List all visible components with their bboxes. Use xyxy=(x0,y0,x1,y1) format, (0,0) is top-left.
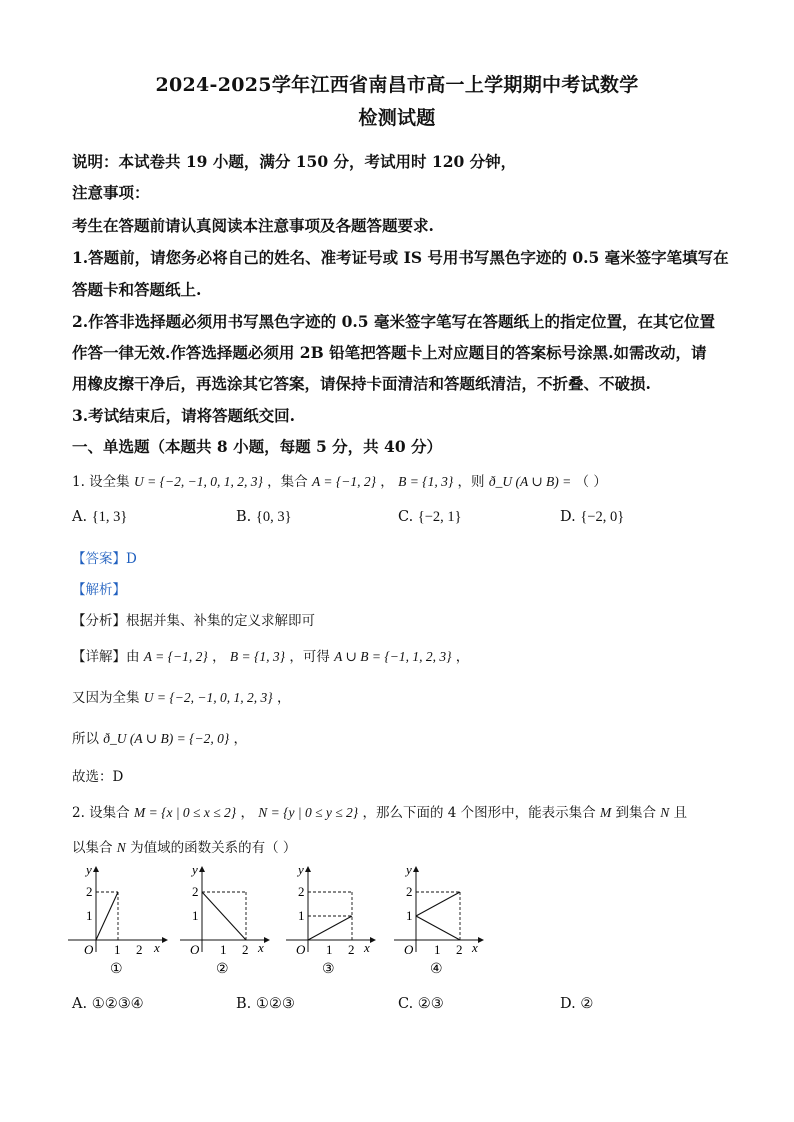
figure-1-tick-y1: 1 xyxy=(86,908,93,923)
q2-line2-prefix: 以集合 xyxy=(72,840,113,856)
figure-3-graph xyxy=(308,916,352,940)
q1-option-c-value: {−2, 1} xyxy=(417,509,462,525)
q1-detail-comma: ， xyxy=(212,649,226,665)
q1-option-a-value: {1, 3} xyxy=(91,509,128,525)
q1-analysis: 【分析】根据并集、补集的定义求解即可 xyxy=(72,613,315,629)
q2-and: 且 xyxy=(673,805,688,821)
q1-line2-end: ， xyxy=(276,690,291,706)
figure-1-label: ① xyxy=(110,962,123,977)
q2-line2-rest: 为值域的函数关系的有（ ） xyxy=(130,840,297,856)
figure-1-origin: O xyxy=(84,942,94,957)
figure-2-tick-y1: 1 xyxy=(192,908,199,923)
q1-option-d-label: D. xyxy=(560,509,576,525)
q1-detail-b: B = {1, 3} xyxy=(229,649,286,664)
rule-1a: 1.答题前，请您务必将自己的姓名、准考证号或 IS 号用书写黑色字迹的 0.5 毫米签字笔填写在 xyxy=(72,248,729,267)
q2-to: 到集合 xyxy=(615,805,656,821)
attention-line: 考生在答题前请认真阅读本注意事项及各题答题要求. xyxy=(72,216,434,235)
q1-expression: ð_U (A ∪ B) = xyxy=(488,474,572,489)
question-1-stem xyxy=(72,470,607,490)
figure-3-x-label: x xyxy=(364,940,370,955)
exam-explanation: 说明：本试卷共 19 小题，满分 150 分，考试用时 120 分钟， xyxy=(72,152,517,171)
figure-2-y-label: y xyxy=(192,862,198,877)
figure-3-x-arrow xyxy=(370,937,376,943)
figure-4-tick-y1: 1 xyxy=(406,908,413,923)
figure-2-tick-y2: 2 xyxy=(192,884,199,899)
q2-option-a: A. ①②③④ xyxy=(72,996,144,1012)
q1-detail-prefix: 【详解】由 xyxy=(72,649,140,665)
q1-line2-universal: U = {−2, −1, 0, 1, 2, 3} xyxy=(143,690,273,705)
q1-then: ，则 xyxy=(457,474,485,490)
figure-1-tick-x1: 1 xyxy=(114,942,121,957)
q1-line3-end: ， xyxy=(233,731,248,747)
q1-answer-text: 【答案】D xyxy=(72,551,137,567)
figure-1-tick-y2: 2 xyxy=(86,884,93,899)
q2-line2-n: N xyxy=(116,840,126,855)
figure-3-y-label: y xyxy=(298,862,304,877)
figure-3-label: ③ xyxy=(322,962,335,977)
figure-3-tick-x2: 2 xyxy=(348,942,355,957)
figure-1-x-label: x xyxy=(154,940,160,955)
q1-detail-line3 xyxy=(72,727,247,747)
figure-1-graph xyxy=(96,892,118,940)
q1-mid: ，集合 xyxy=(267,474,308,490)
q1-line3-expr: ð_U (A ∪ B) = {−2, 0} xyxy=(103,731,230,746)
q2-comma: ， xyxy=(240,805,254,821)
exam-subtitle: 检测试题 xyxy=(358,107,436,129)
figure-4-origin: O xyxy=(404,942,414,957)
q1-option-b-label: B. xyxy=(236,509,252,525)
figure-3-origin: O xyxy=(296,942,306,957)
rule-2c: 用橡皮擦干净后，再选涂其它答案，请保持卡面清洁和答题纸清洁，不折叠、不破损. xyxy=(72,374,651,393)
q1-option-c-label: C. xyxy=(398,509,414,525)
figure-1 xyxy=(68,862,168,977)
figure-4-x-label: x xyxy=(472,940,478,955)
rule-3: 3.考试结束后，请将答题纸交回. xyxy=(72,406,296,425)
q1-detail-a: A = {−1, 2} xyxy=(143,649,208,664)
section-header: 一、单选题（本题共 8 小题，每题 5 分，共 40 分） xyxy=(72,437,443,456)
figure-2-y-arrow xyxy=(199,866,205,872)
q1-option-d xyxy=(560,509,624,526)
figure-1-y-label: y xyxy=(86,862,92,877)
figure-2-x-label: x xyxy=(258,940,264,955)
q2-option-c: C. ②③ xyxy=(398,996,444,1012)
figure-4-y-arrow xyxy=(413,866,419,872)
q1-line3-prefix: 所以 xyxy=(72,731,99,747)
figure-4-tick-x2: 2 xyxy=(456,942,463,957)
q1-detail-line2 xyxy=(72,686,290,706)
q1-final: 故选：D xyxy=(72,769,124,785)
figure-4-graph-up xyxy=(416,892,460,916)
q1-answer xyxy=(72,547,137,567)
figure-1-x-arrow xyxy=(162,937,168,943)
q1-set-b: B = {1, 3} xyxy=(398,474,454,489)
figure-4-y-label: y xyxy=(406,862,412,877)
q2-option-b: B. ①②③ xyxy=(236,996,295,1012)
figure-2-tick-x1: 1 xyxy=(220,942,227,957)
q1-option-a xyxy=(72,509,127,526)
q2-stem-rest: ，那么下面的 4 个图形中，能表示集合 xyxy=(362,805,596,821)
question-2-stem xyxy=(72,801,687,821)
q1-option-c xyxy=(398,509,462,526)
q1-option-d-value: {−2, 0} xyxy=(580,509,625,525)
q1-detail-line1 xyxy=(72,645,469,665)
figure-1-y-arrow xyxy=(93,866,99,872)
q1-option-b xyxy=(236,509,292,526)
q1-prefix: 1. 设全集 xyxy=(72,474,130,490)
q2-set-n: N = {y | 0 ≤ y ≤ 2} xyxy=(258,805,359,820)
figure-2-label: ② xyxy=(216,962,229,977)
attention-header: 注意事项： xyxy=(72,183,150,202)
q2-figures-svg xyxy=(60,860,500,990)
figure-4-graph-down xyxy=(416,916,460,940)
figure-3-tick-y2: 2 xyxy=(298,884,305,899)
figure-4-tick-y2: 2 xyxy=(406,884,413,899)
q1-detail-get: ，可得 xyxy=(289,649,330,665)
q1-paren: （ ） xyxy=(575,474,607,490)
q1-option-a-label: A. xyxy=(72,509,88,525)
q1-analysis-tag: 【解析】 xyxy=(72,582,126,598)
exam-title: 2024-2025学年江西省南昌市高一上学期期中考试数学 xyxy=(155,74,639,96)
q1-detail-end: ， xyxy=(455,649,470,665)
q1-line2-prefix: 又因为全集 xyxy=(72,690,140,706)
q1-set-a: A = {−1, 2} xyxy=(311,474,376,489)
q1-comma: ， xyxy=(380,474,394,490)
figure-3-tick-y1: 1 xyxy=(298,908,305,923)
figure-2-x-arrow xyxy=(264,937,270,943)
q2-m-symbol: M xyxy=(599,805,612,820)
q2-n-symbol: N xyxy=(660,805,670,820)
q2-option-d: D. ② xyxy=(560,996,594,1012)
figure-1-tick-x2: 2 xyxy=(136,942,143,957)
q1-universal-set: U = {−2, −1, 0, 1, 2, 3} xyxy=(133,474,263,489)
q2-figures xyxy=(60,860,500,990)
figure-3 xyxy=(286,862,376,977)
q1-detail-union: A ∪ B = {−1, 1, 2, 3} xyxy=(334,649,452,664)
rule-2a: 2.作答非选择题必须用书写黑色字迹的 0.5 毫米签字笔写在答题纸上的指定位置，在其它位置 xyxy=(72,312,715,331)
figure-4-tick-x1: 1 xyxy=(434,942,441,957)
rule-1b: 答题卡和答题纸上. xyxy=(72,280,202,299)
figure-3-y-arrow xyxy=(305,866,311,872)
figure-2-graph xyxy=(202,892,246,940)
figure-4 xyxy=(394,862,484,977)
figure-2-origin: O xyxy=(190,942,200,957)
figure-2 xyxy=(180,862,270,977)
figure-4-label: ④ xyxy=(430,962,443,977)
question-2-stem-line2 xyxy=(72,836,296,856)
q1-option-b-value: {0, 3} xyxy=(255,509,292,525)
figure-2-tick-x2: 2 xyxy=(242,942,249,957)
q2-set-m: M = {x | 0 ≤ x ≤ 2} xyxy=(133,805,237,820)
rule-2b: 作答一律无效.作答选择题必须用 2B 铅笔把答题卡上对应题目的答案标号涂黑.如需改动，请 xyxy=(72,343,707,362)
figure-4-x-arrow xyxy=(478,937,484,943)
figure-3-tick-x1: 1 xyxy=(326,942,333,957)
q2-prefix: 2. 设集合 xyxy=(72,805,130,821)
